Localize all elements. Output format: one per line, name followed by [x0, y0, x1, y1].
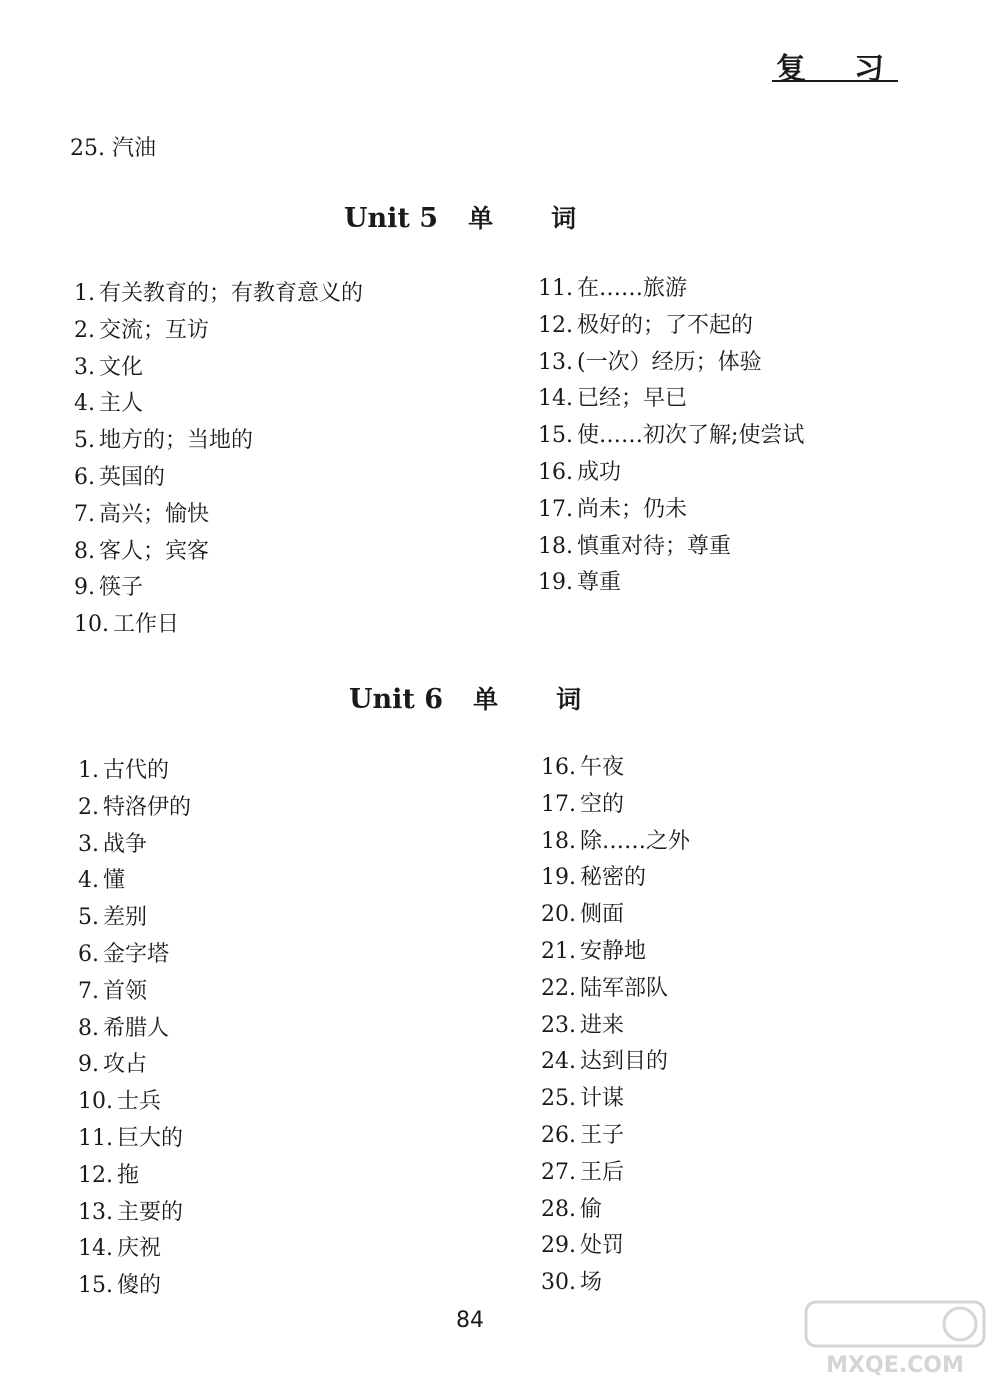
- item-number: 9.: [74, 575, 95, 601]
- unit5-right-list: [538, 271, 804, 602]
- list-item: [78, 1231, 191, 1268]
- item-number: 16.: [538, 459, 573, 485]
- list-item: [541, 824, 690, 861]
- item-number: 2.: [78, 794, 99, 820]
- list-item: [538, 492, 804, 529]
- item-text: 成功: [577, 459, 622, 485]
- item-text: 战争: [103, 831, 148, 857]
- item-text: 差别: [103, 905, 148, 931]
- item-number: 10.: [74, 612, 109, 638]
- item-number: 21.: [541, 938, 576, 964]
- item-text: 文化: [99, 354, 144, 380]
- item-number: 15.: [538, 423, 573, 449]
- item-text: 首领: [103, 978, 148, 1004]
- list-item: [541, 1008, 690, 1045]
- item-number: 11.: [78, 1125, 113, 1151]
- item-text: 攻占: [103, 1052, 148, 1078]
- item-number: 8.: [78, 1015, 99, 1041]
- item-number: 24.: [541, 1049, 576, 1075]
- list-item: [74, 534, 363, 571]
- item-text: 高兴；愉快: [99, 501, 210, 527]
- unit5-label-a: 单: [468, 204, 494, 233]
- item-text: 交流；互访: [99, 317, 210, 343]
- list-item: [78, 1195, 191, 1232]
- list-item: [74, 607, 363, 644]
- list-item: [78, 900, 191, 937]
- list-item: [74, 570, 363, 607]
- list-item: [538, 565, 804, 602]
- item-number: 17.: [538, 496, 573, 522]
- list-item: [541, 1192, 690, 1229]
- list-item: [538, 381, 804, 418]
- page-number: 84: [456, 1308, 484, 1333]
- item-number: 19.: [541, 865, 576, 891]
- item-text: 已经；早已: [577, 386, 688, 412]
- item-text: 拖: [117, 1162, 140, 1188]
- item-text: 王子: [580, 1122, 625, 1148]
- item-text: 午夜: [580, 755, 625, 780]
- list-item: [541, 1228, 690, 1265]
- list-item: [74, 350, 363, 387]
- item-text: 极好的；了不起的: [577, 312, 754, 338]
- item-text: 在……旅游: [577, 276, 688, 301]
- watermark-logo: [800, 1298, 990, 1378]
- list-item: [541, 1081, 690, 1118]
- unit6-label-a: 单: [473, 685, 499, 714]
- list-item: [541, 934, 690, 971]
- list-item: [538, 308, 804, 345]
- unit6-label-b: 词: [556, 685, 582, 714]
- item-text: (一次）经历；体验: [577, 349, 762, 375]
- list-item: [541, 750, 690, 787]
- item-text: 客人；宾客: [99, 538, 210, 564]
- unit6-left-list: [78, 753, 191, 1305]
- list-item: [78, 827, 191, 864]
- list-item: [78, 974, 191, 1011]
- item-number: 15.: [78, 1273, 113, 1299]
- item-number: 3.: [78, 831, 99, 857]
- item-text: 偷: [580, 1196, 603, 1222]
- item-text: 主要的: [117, 1199, 184, 1225]
- item-number: 22.: [541, 975, 576, 1001]
- list-item: [541, 1044, 690, 1081]
- list-item: [538, 418, 804, 455]
- list-item: [74, 386, 363, 423]
- list-item: [78, 753, 191, 790]
- item-number: 3.: [74, 354, 95, 380]
- item-number: 25.: [541, 1086, 576, 1112]
- unit6-heading: [349, 680, 581, 716]
- item-number: 4.: [74, 391, 95, 417]
- item-text: 除……之外: [580, 828, 691, 854]
- page-header-title: 复习: [776, 52, 932, 87]
- item-number: 5.: [74, 428, 95, 454]
- list-item: [541, 1265, 690, 1302]
- list-item: [78, 790, 191, 827]
- item-number: 19.: [538, 570, 573, 596]
- item-number: 20.: [541, 902, 576, 928]
- list-item: [538, 529, 804, 566]
- item-number: 8.: [74, 538, 95, 564]
- list-item: [78, 863, 191, 900]
- item-number: 18.: [541, 828, 576, 854]
- list-item: [541, 787, 690, 824]
- item-text: 英国的: [99, 464, 166, 490]
- unit5-heading: [344, 199, 576, 235]
- list-item: [78, 1158, 191, 1195]
- item-number: 25.: [70, 136, 105, 161]
- item-text: 希腊人: [103, 1015, 170, 1041]
- item-number: 29.: [541, 1233, 576, 1259]
- item-number: 26.: [541, 1122, 576, 1148]
- item-text: 场: [580, 1270, 603, 1296]
- item-text: 空的: [580, 791, 625, 817]
- item-text: 达到目的: [580, 1049, 669, 1075]
- item-text: 士兵: [117, 1089, 162, 1115]
- list-item: [74, 313, 363, 350]
- item-number: 14.: [78, 1236, 113, 1262]
- item-text: 处罚: [580, 1233, 625, 1259]
- list-item: [74, 460, 363, 497]
- unit5-title: Unit 5: [344, 203, 439, 234]
- item-text: 侧面: [580, 902, 625, 928]
- item-text: 傻的: [117, 1273, 162, 1299]
- item-text: 慎重对待；尊重: [577, 533, 732, 559]
- list-item: [538, 345, 804, 382]
- list-item: [538, 271, 804, 308]
- item-number: 11.: [538, 276, 573, 301]
- item-text: 金字塔: [103, 941, 170, 967]
- item-number: 13.: [78, 1199, 113, 1225]
- item-number: 6.: [78, 941, 99, 967]
- item-text: 秘密的: [580, 865, 647, 891]
- item-text: 王后: [580, 1159, 625, 1185]
- unit5-label-b: 词: [551, 204, 577, 233]
- unit5-left-list: [74, 276, 363, 644]
- item-text: 尚未；仍未: [577, 496, 688, 522]
- item-text: 庆祝: [117, 1236, 162, 1262]
- item-number: 7.: [78, 978, 99, 1004]
- item-number: 13.: [538, 349, 573, 375]
- list-item: [541, 1118, 690, 1155]
- item-number: 14.: [538, 386, 573, 412]
- item-number: 17.: [541, 791, 576, 817]
- item-number: 4.: [78, 868, 99, 894]
- item-number: 30.: [541, 1270, 576, 1296]
- list-item: [538, 455, 804, 492]
- list-item: [78, 1268, 191, 1305]
- list-item: [74, 423, 363, 460]
- item-text: 工作日: [113, 612, 180, 638]
- carry-over-item: [70, 131, 156, 162]
- list-item: [78, 1121, 191, 1158]
- item-number: 23.: [541, 1012, 576, 1038]
- item-text: 懂: [103, 868, 126, 894]
- item-text: 使……初次了解;使尝试: [577, 423, 805, 449]
- item-text: 计谋: [580, 1086, 625, 1112]
- item-text: 汽油: [112, 136, 157, 161]
- item-number: 16.: [541, 755, 576, 780]
- item-text: 有关教育的；有教育意义的: [99, 281, 364, 306]
- list-item: [78, 937, 191, 974]
- list-item: [78, 1011, 191, 1048]
- unit6-right-list: [541, 750, 690, 1302]
- watermark-text: MXQE.COM: [826, 1353, 964, 1378]
- item-text: 陆军部队: [580, 975, 669, 1001]
- item-text: 巨大的: [117, 1125, 184, 1151]
- item-text: 进来: [580, 1012, 625, 1038]
- item-text: 安静地: [580, 938, 647, 964]
- item-number: 27.: [541, 1159, 576, 1185]
- item-number: 10.: [78, 1089, 113, 1115]
- item-text: 古代的: [103, 758, 170, 783]
- item-text: 筷子: [99, 575, 144, 601]
- item-number: 18.: [538, 533, 573, 559]
- item-number: 2.: [74, 317, 95, 343]
- item-number: 7.: [74, 501, 95, 527]
- item-text: 主人: [99, 391, 144, 417]
- list-item: [541, 860, 690, 897]
- list-item: [74, 497, 363, 534]
- list-item: [74, 276, 363, 313]
- list-item: [541, 971, 690, 1008]
- item-number: 1.: [74, 281, 95, 306]
- item-number: 12.: [78, 1162, 113, 1188]
- list-item: [541, 1155, 690, 1192]
- list-item: [78, 1047, 191, 1084]
- list-item: [78, 1084, 191, 1121]
- item-number: 6.: [74, 464, 95, 490]
- item-number: 5.: [78, 905, 99, 931]
- item-number: 1.: [78, 758, 99, 783]
- unit6-title: Unit 6: [349, 684, 444, 715]
- item-text: 尊重: [577, 570, 622, 596]
- item-number: 12.: [538, 312, 573, 338]
- header-underline: [772, 80, 898, 82]
- item-text: 特洛伊的: [103, 794, 192, 820]
- item-number: 28.: [541, 1196, 576, 1222]
- item-number: 9.: [78, 1052, 99, 1078]
- item-text: 地方的；当地的: [99, 428, 254, 454]
- list-item: [541, 897, 690, 934]
